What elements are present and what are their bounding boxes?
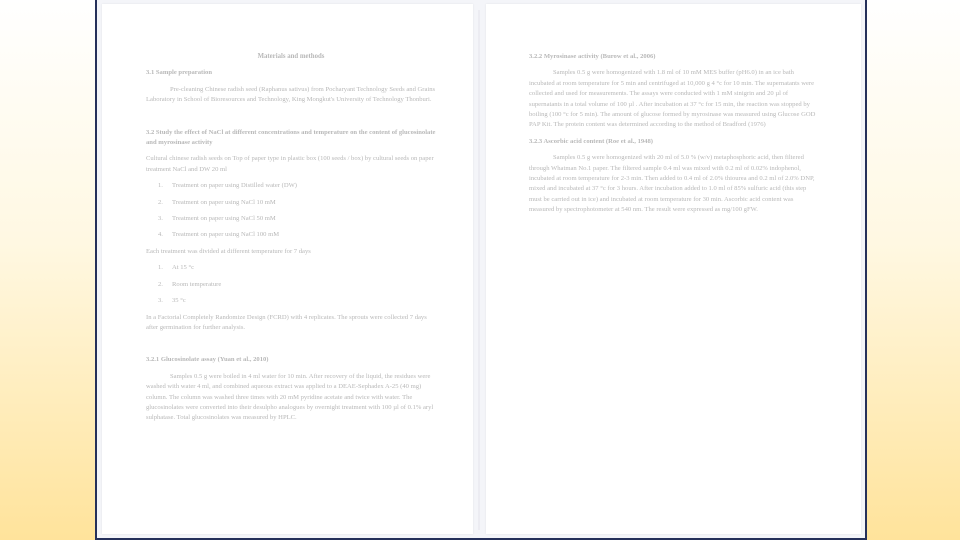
temperature-list (146, 263, 436, 306)
section-title: Materials and methods (257, 53, 325, 60)
list-text: Treatment on paper using NaCl 100 mM (172, 231, 280, 239)
list-item (158, 280, 436, 290)
paragraph-nacl-intro: Cultural chinese radish seeds on Top of paper type in plastic box (100 seeds / box) by cultural seeds on paper treatment NaCl and DW 20 ml (146, 155, 434, 173)
paragraph-temperature-intro: Each treatment was divided at different temperature for 7 days (146, 247, 311, 255)
paragraph-glucosinolate-assay: Samples 0.5 g were boiled in 4 ml water for 10 min. After recovery of the liquid, the residues were washed with water 4 ml, and combined aqueous extract was applied to a DEAE-Sephadex A-25 (40 mg) column. The column was washed three times with 20 mM pyridine acetate and twice with water. The glucosinolates were converted into their desulpho analogues by overnight treatment with 100 µl of 0.1% aryl sulphatase. Total glucosinolates was measured by HPLC. (146, 372, 434, 422)
list-number: 2. (158, 198, 163, 206)
list-item (158, 214, 436, 224)
list-number: 1. (158, 182, 163, 190)
paragraph-ascorbic-acid: Samples 0.5 g were homogenized with 20 ml of 5.0 % (w/v) metaphosphoric acid, then filtered through Whatman No.1 paper. The filtered sample 0.4 ml was mixed with 0.2 ml of 0.02% indophenol, incubated at room temperature for 2-3 min. Then added to 0.4 ml of 2.0% thiourea and 0.2 ml of 2.0% DNP, mixed and incubated at 37 °c for 3 hours. After incubation added to 1.0 ml of 85% sulfuric acid (this step must be carried out in ice) and incubated at room temperature for 30 min. Ascorbic acid content was measured by spectrophotometer at 540 nm. The result were expressed as mg/100 gFW. (529, 154, 815, 214)
list-text: Treatment on paper using NaCl 10 mM (172, 198, 276, 206)
list-text: 35 °c (172, 297, 186, 305)
list-item (158, 263, 436, 273)
list-number: 4. (158, 231, 163, 239)
paragraph-myrosinase-activity: Samples 0.5 g were homogenized with 1.8 ml of 10 mM MES buffer (pH6.0) in an ice bath incubated at room temperature for 5 min and centrifuged at 10,000 g 4 °c for 10 min. The supernatants were collected and used for measurements. The assays were conducted with 1 mM sinigrin and 20 µl of supernatants in a total volume of 100 µl . After incubation at 37 °c for 15 min, the reaction was stopped by boiling (100 °c for 5 min). The amount of glucose formed by myrosinase was measured using Glucose GOD PAP Kit. The protein content was determined according to the method of Bradford (1976) (529, 69, 816, 129)
list-number: 3. (158, 297, 163, 305)
list-item (158, 198, 436, 208)
paragraph-design: In a Factorial Completely Randomize Design (FCRD) with 4 replicates. The sprouts were collected 7 days after germination for further analysis. (146, 313, 427, 331)
list-text: Treatment on paper using NaCl 50 mM (172, 215, 276, 223)
heading-nacl-study: 3.2 Study the effect of NaCl at different concentrations and temperature on the content of glucosinolate and myrosinase activity (146, 128, 436, 147)
list-item (158, 181, 436, 191)
left-page-content (146, 52, 436, 424)
list-text: Room temperature (172, 280, 222, 288)
heading-ascorbic-acid: 3.2.3 Ascorbic acid content (Roe et al., 1948) (529, 137, 653, 145)
paragraph-sample-preparation: Pre-cleaning Chinese radish seed (Raphanus sativus) from Pocharyant Technology Seeds and Grains Laboratory in School of Bioresources and Technology, King Mongkut's University of Technology Thonburi. (146, 85, 436, 104)
list-number: 1. (158, 264, 163, 272)
page-gutter (478, 10, 480, 530)
treatment-list (146, 181, 436, 241)
list-item (158, 296, 436, 306)
list-number: 3. (158, 215, 163, 223)
right-page-content (529, 52, 817, 216)
heading-glucosinolate-assay: 3.2.1 Glucosinolate assay (Yuan et al., 2010) (146, 356, 269, 364)
list-text: Treatment on paper using Distilled water (DW) (172, 182, 298, 190)
heading-myrosinase-activity: 3.2.2 Myrosinase activity (Burow et al., 2006) (529, 53, 656, 60)
heading-sample-preparation: 3.1 Sample preparation (146, 69, 213, 77)
list-text: At 15 °c (172, 264, 195, 272)
list-number: 2. (158, 280, 163, 288)
list-item (158, 230, 436, 240)
